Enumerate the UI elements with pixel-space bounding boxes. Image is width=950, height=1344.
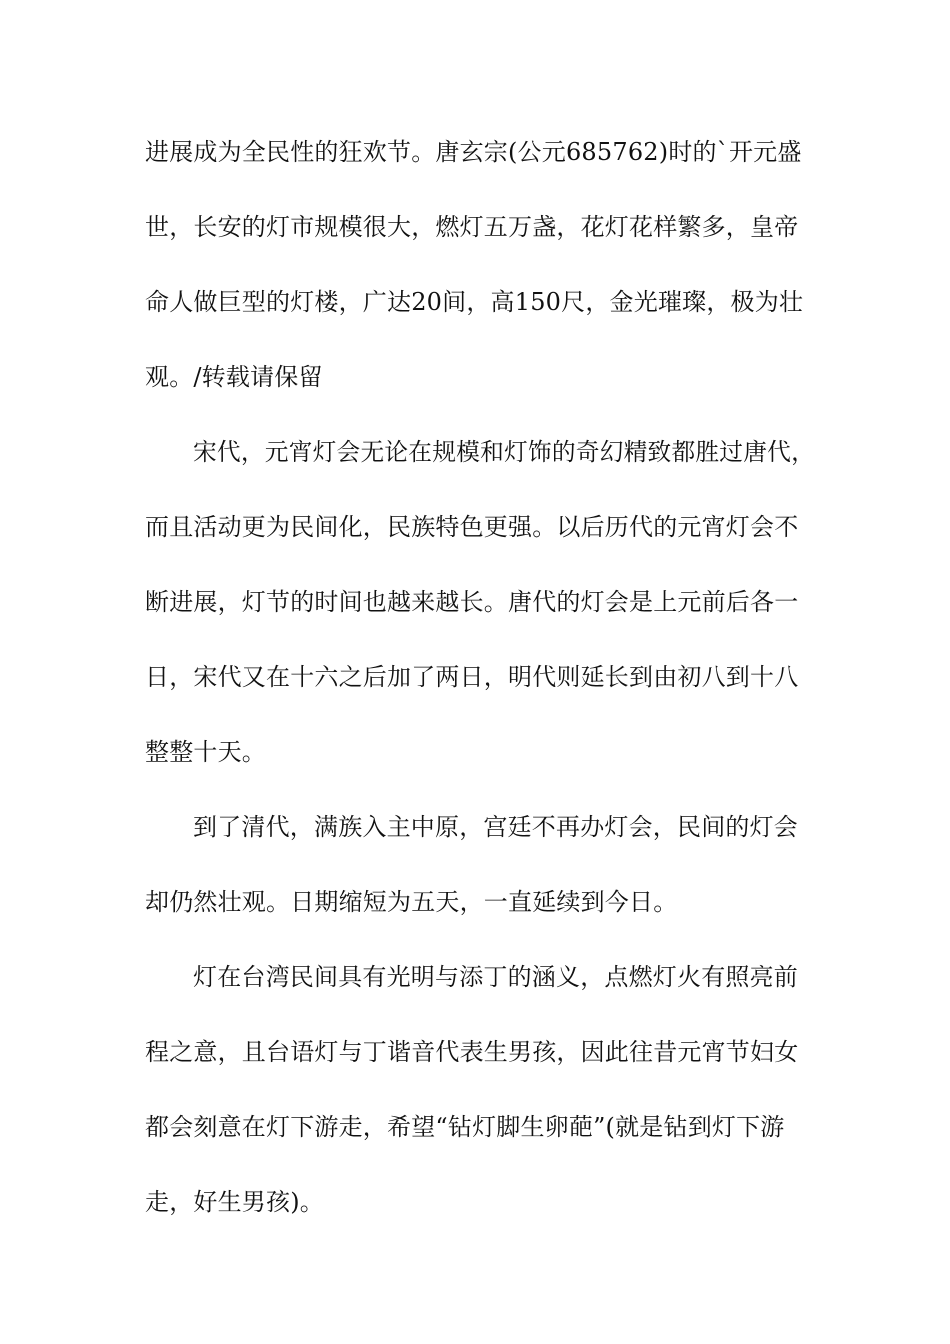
- paragraph-first-line: 灯在台湾民间具有光明与添丁的涵义，点燃灯火有照亮前: [193, 963, 798, 991]
- text-line: 进展成为全民性的狂欢节。唐玄宗(公元685762)时的`开元盛: [145, 138, 802, 166]
- text-line: 整整十天。: [145, 738, 266, 766]
- text-line: 走，好生男孩)。: [145, 1188, 324, 1216]
- text-line: 都会刻意在灯下游走，希望“钻灯脚生卵葩”(就是钻到灯下游: [145, 1113, 785, 1141]
- text-line: 程之意，且台语灯与丁谐音代表生男孩，因此往昔元宵节妇女: [145, 1038, 799, 1066]
- paragraph-first-line: 宋代，元宵灯会无论在规模和灯饰的奇幻精致都胜过唐代，: [193, 438, 815, 466]
- text-line: 世，长安的灯市规模很大，燃灯五万盏，花灯花样繁多，皇帝: [145, 213, 799, 241]
- text-line: 观。/转载请保留: [145, 363, 323, 391]
- document-body: [145, 127, 815, 1252]
- text-line: 而且活动更为民间化，民族特色更强。以后历代的元宵灯会不: [145, 513, 799, 541]
- paragraph-first-line: 到了清代，满族入主中原，宫廷不再办灯会，民间的灯会: [193, 813, 798, 841]
- text-line: 命人做巨型的灯楼，广达20间，高150尺，金光璀璨，极为壮: [145, 288, 804, 316]
- text-line: 日，宋代又在十六之后加了两日，明代则延长到由初八到十八: [145, 663, 799, 691]
- text-line: 却仍然壮观。日期缩短为五天，一直延续到今日。: [145, 888, 678, 916]
- text-line: 断进展，灯节的时间也越来越长。唐代的灯会是上元前后各一: [145, 588, 799, 616]
